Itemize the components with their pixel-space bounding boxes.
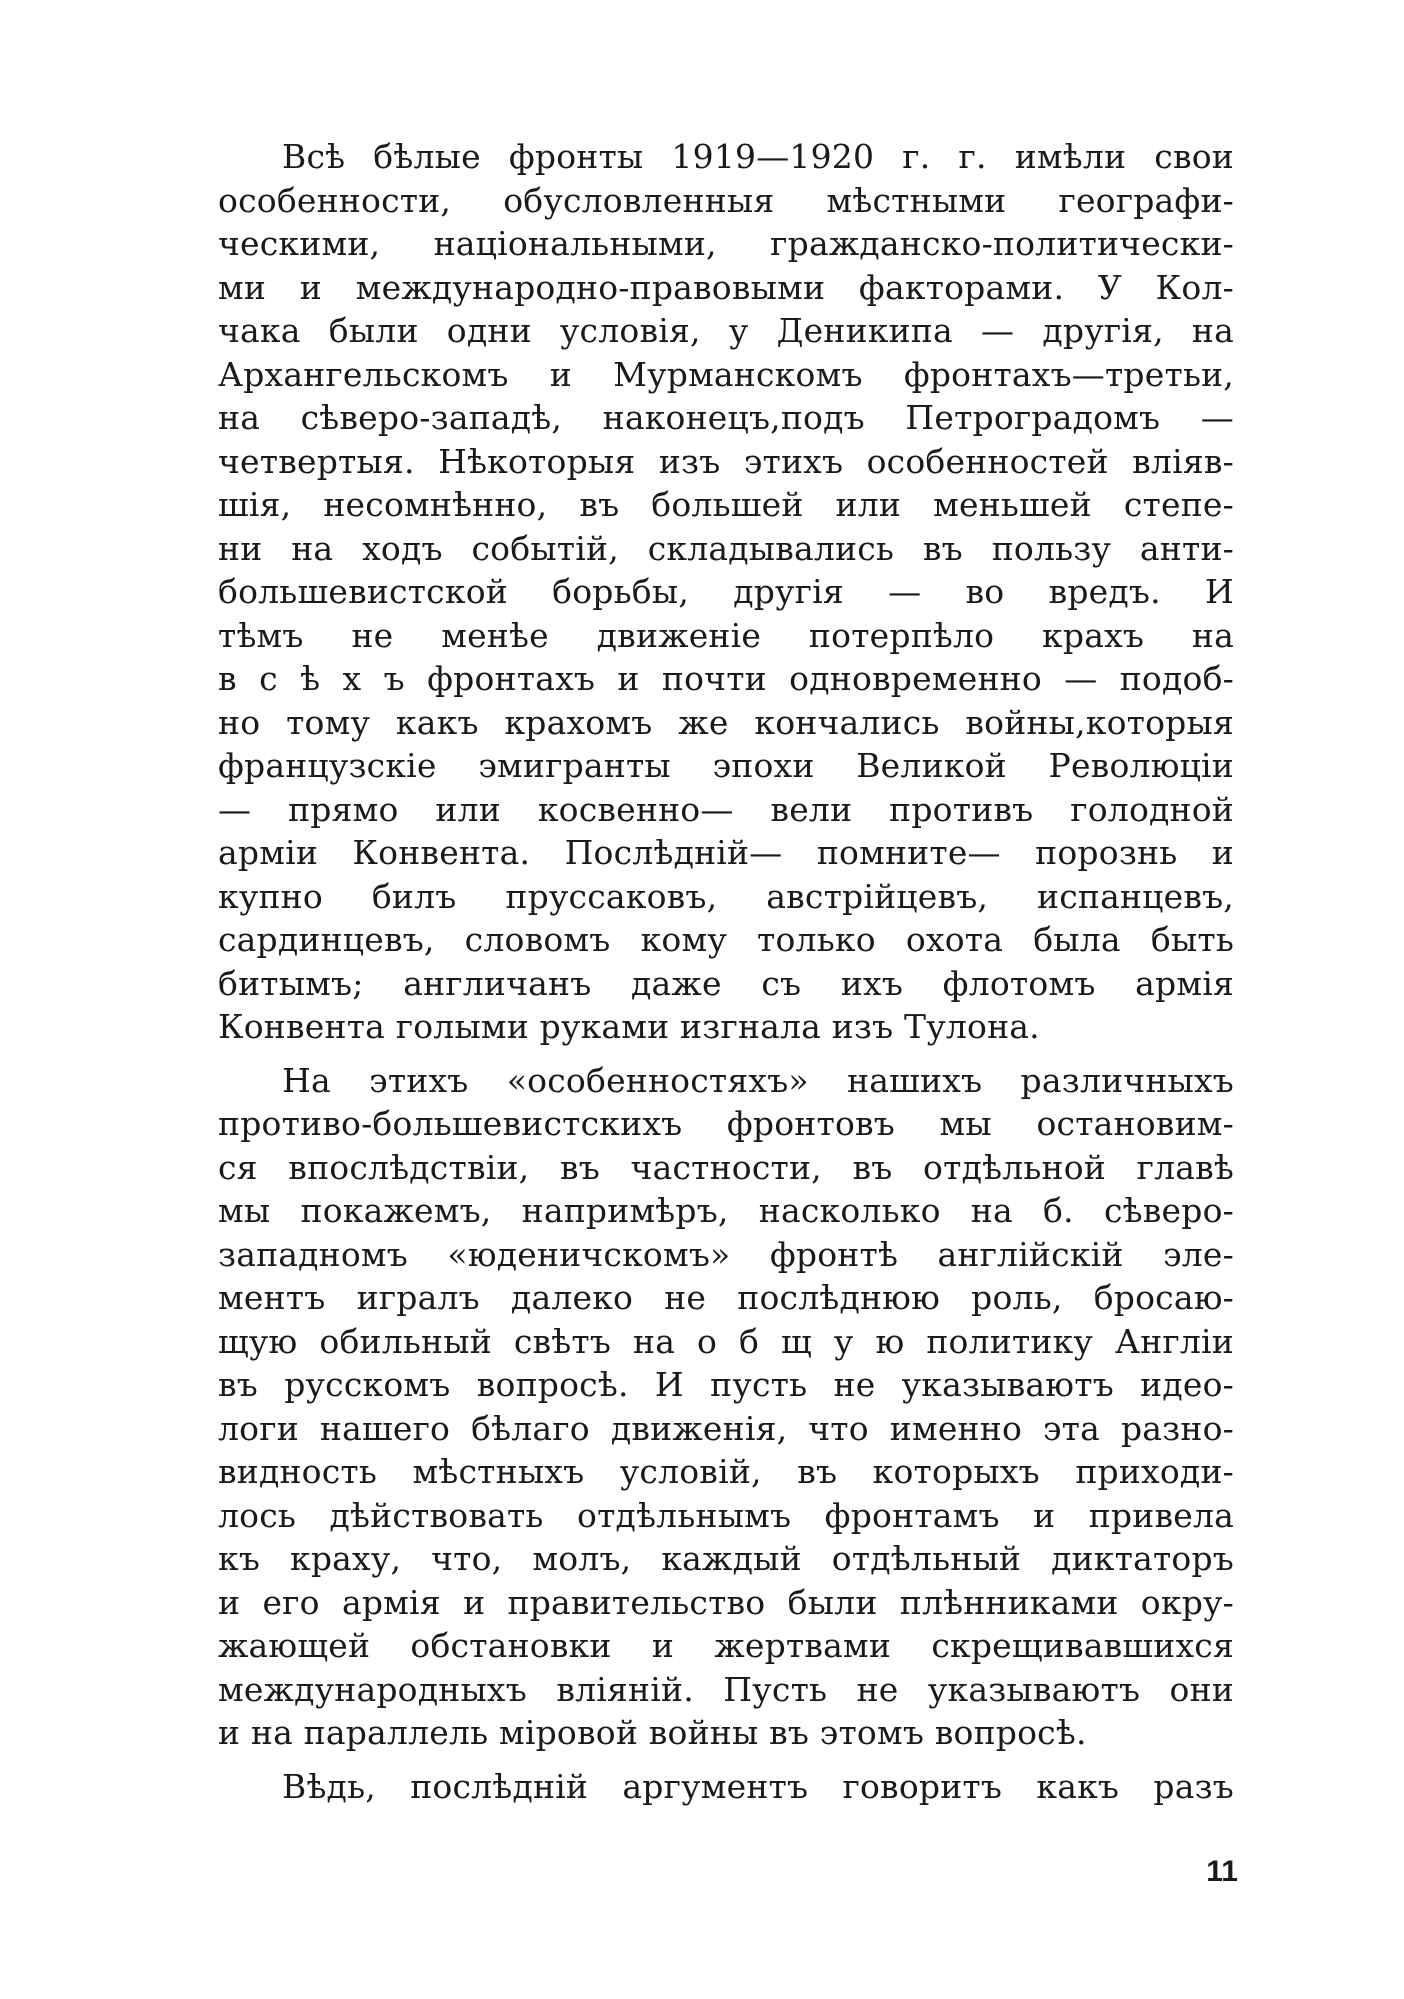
text-line: — прямо или косвенно— вели противъ голодной bbox=[218, 789, 1234, 829]
paragraph-gap bbox=[218, 1755, 1234, 1765]
text-line: особенности, обусловленныя мѣстными географи- bbox=[218, 180, 1234, 220]
text-line: мы покажемъ, напримѣръ, насколько на б. сѣверо- bbox=[218, 1191, 1234, 1230]
text-line: ни на ходъ событій, складывались въ пользу анти- bbox=[218, 528, 1234, 568]
text-line: жающей обстановки и жертвами скрещивавшихся bbox=[218, 1626, 1234, 1665]
text-line: ческими, національными, гражданско-политически- bbox=[218, 224, 1234, 263]
text-line: лось дѣйствовать отдѣльнымъ фронтамъ и привела bbox=[218, 1495, 1234, 1535]
text-line: На этихъ «особенностяхъ» нашихъ различныхъ bbox=[282, 1060, 1234, 1100]
paragraph-gap bbox=[218, 1049, 1234, 1059]
text-line: шія, несомнѣнно, въ большей или меньшей степе- bbox=[218, 485, 1234, 524]
text-line: французскіе эмигранты эпохи Великой Революціи bbox=[218, 746, 1234, 785]
text-line: сардинцевъ, словомъ кому только охота была быть bbox=[218, 920, 1234, 959]
text-line: в с ѣ х ъ фронтахъ и почти одновременно — подоб- bbox=[218, 659, 1234, 698]
paragraph bbox=[218, 1059, 1234, 1755]
paragraph bbox=[218, 135, 1234, 1049]
text-line: и его армія и правительство были плѣнниками окру- bbox=[218, 1582, 1234, 1622]
text-line: международныхъ вліяній. Пусть не указываютъ они bbox=[218, 1669, 1234, 1709]
body-text bbox=[218, 135, 1234, 1808]
text-line: ментъ игралъ далеко не послѣднюю роль, бросаю- bbox=[218, 1278, 1234, 1317]
text-line: логи нашего бѣлаго движенія, что именно эта разно- bbox=[218, 1408, 1234, 1448]
text-line: западномъ «юденичскомъ» фронтѣ англійскій эле- bbox=[218, 1234, 1234, 1274]
text-line: Конвента голыми руками изгнала изъ Тулона. bbox=[218, 1007, 1040, 1046]
page-number: 11 bbox=[1206, 1855, 1238, 1888]
text-line: большевистской борьбы, другія — во вредъ. И bbox=[218, 572, 1234, 611]
paragraph bbox=[218, 1765, 1234, 1809]
text-line: въ русскомъ вопросѣ. И пусть не указываютъ идео- bbox=[218, 1365, 1234, 1404]
text-line: тѣмъ не менѣе движеніе потерпѣло крахъ на bbox=[218, 615, 1234, 655]
text-line: чака были одни условія, у Деникипа — другія, на bbox=[218, 311, 1234, 350]
text-line: но тому какъ крахомъ же кончались войны,которыя bbox=[218, 702, 1234, 742]
text-line: на сѣверо-западѣ, наконецъ,подъ Петроградомъ — bbox=[218, 398, 1234, 437]
text-line: ми и международно-правовыми факторами. У Кол- bbox=[218, 267, 1234, 307]
text-line: и на параллель міровой войны въ этомъ вопросѣ. bbox=[218, 1713, 1087, 1752]
text-line: противо-большевистскихъ фронтовъ мы остановим- bbox=[218, 1104, 1234, 1143]
text-line: къ краху, что, молъ, каждый отдѣльный диктаторъ bbox=[218, 1539, 1234, 1578]
text-line: ся впослѣдствіи, въ частности, въ отдѣльной главѣ bbox=[218, 1147, 1234, 1187]
text-line: Архангельскомъ и Мурманскомъ фронтахъ—третьи, bbox=[218, 354, 1234, 394]
text-line: купно билъ пруссаковъ, австрійцевъ, испанцевъ, bbox=[218, 876, 1234, 916]
text-line: арміи Конвента. Послѣдній— помните— порознь и bbox=[218, 833, 1234, 872]
text-line: щую обильный свѣтъ на о б щ у ю политику Англіи bbox=[218, 1321, 1234, 1361]
text-line: Всѣ бѣлые фронты 1919—1920 г. г. имѣли свои bbox=[282, 137, 1234, 176]
text-line: четвертыя. Нѣкоторыя изъ этихъ особенностей вліяв- bbox=[218, 441, 1234, 481]
text-line: видность мѣстныхъ условій, въ которыхъ приходи- bbox=[218, 1452, 1234, 1491]
text-line: Вѣдь, послѣдній аргументъ говоритъ какъ разъ bbox=[282, 1766, 1234, 1806]
text-line: битымъ; англичанъ даже съ ихъ флотомъ армія bbox=[218, 963, 1234, 1003]
